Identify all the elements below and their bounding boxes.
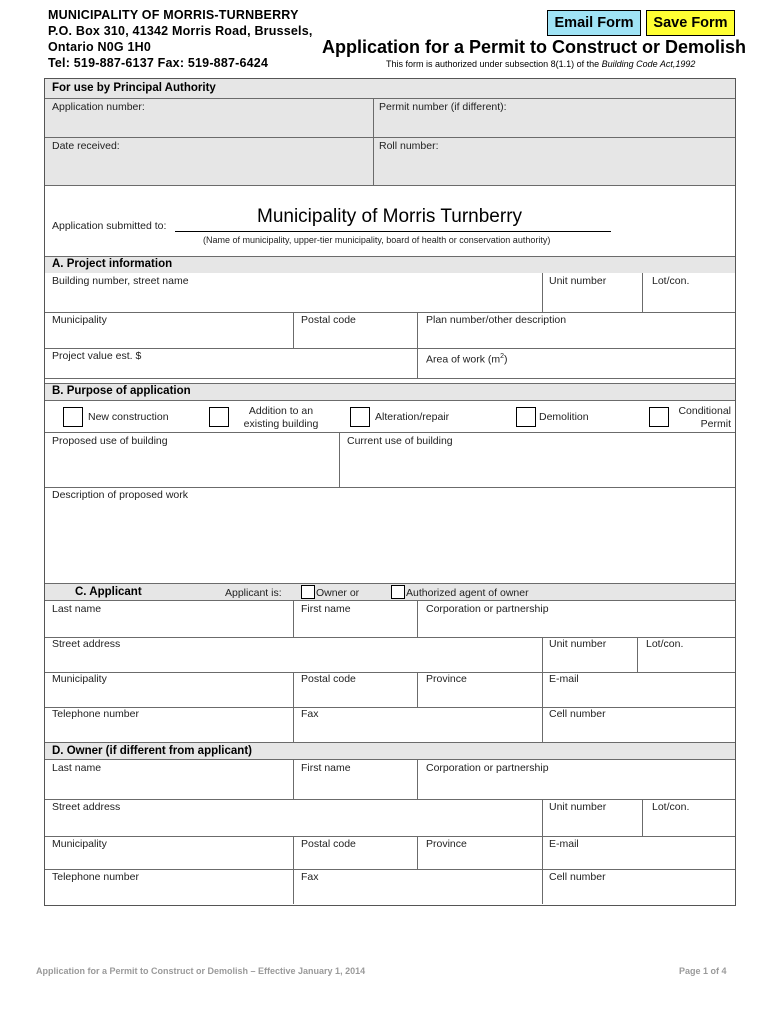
applicant-unit-field[interactable] — [545, 652, 634, 670]
divider — [293, 312, 294, 348]
permit-form — [44, 78, 736, 906]
building-street-field[interactable] — [47, 289, 539, 310]
owner-corporation-field[interactable] — [420, 776, 733, 796]
owner-lot-con-label: Lot/con. — [652, 801, 690, 813]
project-value-label: Project value est. $ — [52, 350, 142, 362]
divider — [45, 672, 735, 673]
owner-fax-label: Fax — [301, 871, 319, 883]
agent-label: Authorized agent of owner — [406, 587, 529, 599]
section-c-heading: C. Applicant — [75, 586, 142, 598]
submitted-to-label: Application submitted to: — [52, 220, 167, 232]
project-lot-con-label: Lot/con. — [652, 275, 690, 287]
municipality-header — [48, 7, 313, 71]
divider — [542, 273, 543, 312]
section-b-heading: B. Purpose of application — [52, 385, 191, 397]
divider — [293, 600, 294, 637]
org-contact: Tel: 519-887-6137 Fax: 519-887-6424 — [48, 56, 269, 70]
divider — [417, 312, 418, 378]
owner-telephone-label: Telephone number — [52, 871, 139, 883]
divider — [45, 583, 735, 584]
area-of-work-text: Area of work (m — [426, 353, 501, 366]
addition-label-line1: Addition to an — [248, 405, 314, 417]
date-received-label: Date received: — [52, 140, 120, 152]
divider — [45, 799, 735, 800]
divider — [45, 759, 735, 760]
section-a-heading: A. Project information — [52, 258, 173, 270]
owner-unit-label: Unit number — [549, 801, 607, 813]
section-c-header — [45, 584, 735, 600]
owner-last-name-label: Last name — [52, 762, 102, 774]
applicant-email-label: E-mail — [549, 673, 579, 685]
divider — [293, 759, 294, 799]
application-number-field[interactable] — [47, 114, 369, 135]
applicant-fax-field[interactable] — [296, 722, 539, 740]
owner-municipality-field[interactable] — [47, 852, 290, 867]
page-number: Page 1 of 4 — [679, 966, 727, 976]
applicant-lot-con-field[interactable] — [640, 652, 733, 670]
project-lot-con-field[interactable] — [645, 289, 733, 310]
applicant-is-label: Applicant is: — [225, 587, 282, 599]
applicant-postal-field[interactable] — [296, 687, 414, 705]
owner-label: Owner or — [316, 587, 360, 599]
project-municipality-field[interactable] — [47, 328, 290, 346]
submitted-to-value[interactable]: Municipality of Morris Turnberry — [257, 206, 523, 227]
divider — [293, 869, 294, 904]
applicant-last-name-label: Last name — [52, 603, 102, 615]
submitted-to-underline — [175, 231, 611, 232]
divider — [417, 759, 418, 799]
owner-province-label: Province — [426, 838, 467, 850]
divider — [45, 432, 735, 433]
new-construction-label: New construction — [88, 411, 169, 423]
roll-number-label: Roll number: — [379, 140, 439, 152]
area-of-work-sup: 2 — [500, 353, 505, 360]
applicant-first-name-field[interactable] — [296, 617, 414, 635]
owner-first-name-label: First name — [301, 762, 351, 774]
owner-email-label: E-mail — [549, 838, 579, 850]
divider — [373, 98, 374, 185]
divider — [45, 637, 735, 638]
divider — [45, 600, 735, 601]
divider — [417, 672, 418, 707]
applicant-lot-con-label: Lot/con. — [646, 638, 684, 650]
conditional-label-line2: Permit — [700, 418, 731, 430]
addition-checkbox[interactable] — [209, 407, 229, 427]
conditional-permit-label — [659, 405, 731, 431]
section-d-heading: D. Owner (if different from applicant) — [52, 745, 252, 757]
applicant-last-name-field[interactable] — [47, 617, 290, 635]
applicant-cell-field[interactable] — [545, 722, 733, 740]
conditional-label-line1: Conditional — [678, 405, 731, 417]
owner-checkbox[interactable] — [301, 585, 315, 599]
footer-title: Application for a Permit to Construct or Demolish – Effective January 1, 2014 — [36, 966, 366, 976]
applicant-province-field[interactable] — [420, 687, 539, 705]
proposed-use-field[interactable] — [47, 449, 336, 485]
applicant-province-label: Province — [426, 673, 467, 685]
demolition-checkbox[interactable] — [516, 407, 536, 427]
addition-label-line2: existing building — [243, 418, 319, 430]
divider — [417, 600, 418, 637]
owner-municipality-label: Municipality — [52, 838, 107, 850]
description-field[interactable] — [47, 504, 733, 580]
divider — [642, 273, 643, 312]
date-received-field[interactable] — [47, 154, 369, 182]
authority-note — [386, 59, 695, 69]
applicant-telephone-label: Telephone number — [52, 708, 139, 720]
divider — [45, 869, 735, 870]
applicant-fax-label: Fax — [301, 708, 319, 720]
owner-first-name-field[interactable] — [296, 776, 414, 796]
owner-fax-field[interactable] — [296, 885, 539, 902]
owner-province-field[interactable] — [420, 852, 539, 867]
applicant-unit-label: Unit number — [549, 638, 607, 650]
description-label: Description of proposed work — [52, 489, 188, 501]
project-municipality-label: Municipality — [52, 314, 107, 326]
divider — [45, 256, 735, 257]
divider — [45, 487, 735, 488]
project-postal-code-field[interactable] — [296, 328, 414, 346]
agent-checkbox[interactable] — [391, 585, 405, 599]
project-unit-number-field[interactable] — [545, 289, 639, 310]
page-title: Application for a Permit to Construct or Demolish — [322, 37, 747, 57]
building-street-label: Building number, street name — [52, 275, 189, 287]
project-postal-code-label: Postal code — [301, 314, 356, 326]
alteration-checkbox[interactable] — [350, 407, 370, 427]
addition-label — [237, 405, 325, 431]
plan-number-field[interactable] — [420, 328, 733, 346]
divider — [542, 637, 543, 672]
divider — [45, 400, 735, 401]
owner-street-field[interactable] — [47, 815, 539, 834]
submitted-to-caption: (Name of municipality, upper-tier municipality, board of health or conservation authority) — [203, 235, 551, 245]
applicant-corporation-label: Corporation or partnership — [426, 603, 549, 615]
owner-last-name-field[interactable] — [47, 776, 290, 796]
applicant-telephone-field[interactable] — [47, 722, 290, 740]
org-address-line1: P.O. Box 310, 41342 Morris Road, Brussels, — [48, 24, 313, 38]
org-address-line2: Ontario N0G 1H0 — [48, 40, 152, 54]
divider — [293, 707, 294, 742]
divider — [45, 378, 735, 379]
divider — [542, 799, 543, 836]
applicant-corporation-field[interactable] — [420, 617, 733, 635]
applicant-cell-label: Cell number — [549, 708, 606, 720]
project-unit-number-label: Unit number — [549, 275, 607, 287]
divider — [293, 836, 294, 869]
applicant-street-label: Street address — [52, 638, 121, 650]
owner-street-label: Street address — [52, 801, 121, 813]
divider — [45, 742, 735, 743]
applicant-first-name-label: First name — [301, 603, 351, 615]
permit-number-label: Permit number (if different): — [379, 101, 507, 113]
plan-number-label: Plan number/other description — [426, 314, 567, 326]
alteration-label: Alteration/repair — [375, 411, 450, 423]
divider — [293, 672, 294, 707]
owner-postal-label: Postal code — [301, 838, 356, 850]
application-number-label: Application number: — [52, 101, 145, 113]
applicant-street-field[interactable] — [47, 652, 539, 670]
area-of-work-close: ) — [504, 353, 508, 366]
owner-corporation-label: Corporation or partnership — [426, 762, 549, 774]
principal-authority-heading: For use by Principal Authority — [52, 82, 216, 94]
owner-email-field[interactable] — [545, 852, 733, 867]
divider — [45, 836, 735, 837]
authority-note-text: This form is authorized under subsection 8(1.1) of the — [386, 59, 602, 69]
applicant-municipality-label: Municipality — [52, 673, 107, 685]
area-of-work-field[interactable] — [525, 349, 733, 376]
divider — [45, 137, 735, 138]
area-of-work-label — [426, 350, 508, 367]
permit-number-field[interactable] — [377, 114, 731, 135]
owner-cell-label: Cell number — [549, 871, 606, 883]
authority-note-act: Building Code Act,1992 — [601, 59, 696, 69]
divider — [45, 312, 735, 313]
org-name: MUNICIPALITY OF MORRIS-TURNBERRY — [48, 8, 299, 22]
owner-postal-field[interactable] — [296, 852, 414, 867]
new-construction-checkbox[interactable] — [63, 407, 83, 427]
divider — [642, 799, 643, 836]
applicant-municipality-field[interactable] — [47, 687, 290, 705]
divider — [45, 383, 735, 384]
divider — [417, 836, 418, 869]
applicant-email-field[interactable] — [545, 687, 733, 705]
divider — [45, 707, 735, 708]
current-use-label: Current use of building — [347, 435, 453, 447]
divider — [339, 432, 340, 487]
demolition-label: Demolition — [539, 411, 589, 423]
current-use-field[interactable] — [342, 449, 733, 485]
roll-number-field[interactable] — [377, 154, 731, 182]
proposed-use-label: Proposed use of building — [52, 435, 168, 447]
divider — [637, 637, 638, 672]
divider — [542, 836, 543, 904]
divider — [45, 185, 735, 186]
save-form-button[interactable]: Save Form — [646, 10, 735, 36]
email-form-button[interactable]: Email Form — [547, 10, 641, 36]
project-value-field[interactable] — [155, 349, 413, 376]
applicant-postal-label: Postal code — [301, 673, 356, 685]
owner-unit-field[interactable] — [545, 815, 639, 834]
owner-cell-field[interactable] — [545, 885, 733, 902]
divider — [45, 98, 735, 99]
owner-telephone-field[interactable] — [47, 885, 290, 902]
owner-lot-con-field[interactable] — [645, 815, 733, 834]
